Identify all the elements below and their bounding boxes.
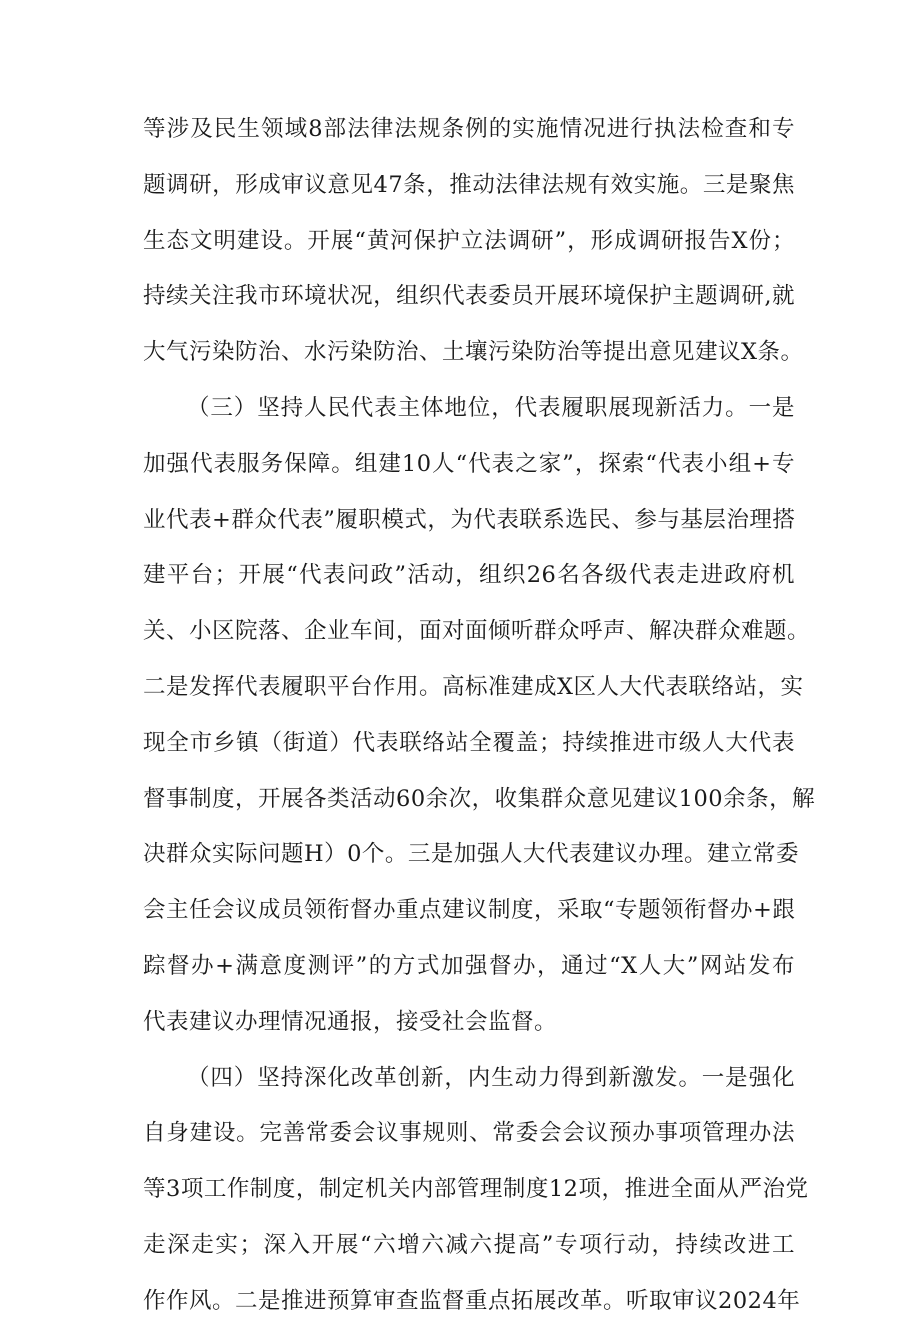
text-line: 大气污染防治、水污染防治、土壤污染防治等提出意见建议X条。: [143, 339, 804, 366]
text-line: 二是发挥代表履职平台作用。高标准建成X区人大代表联络站，实: [143, 673, 804, 700]
text-line: 加强代表服务保障。组建10人“代表之家”，探索“代表小组+专: [143, 450, 795, 477]
text-line: 题调研，形成审议意见47条，推动法律法规有效实施。三是聚焦: [143, 171, 795, 198]
text-line: 等涉及民生领域8部法律法规条例的实施情况进行执法检查和专: [143, 116, 795, 142]
text-line: 持续关注我市环境状况，组织代表委员开展环境保护主题调研,就: [143, 283, 795, 310]
text-line: 自身建设。完善常委会议事规则、常委会会议预办事项管理办法: [143, 1120, 795, 1147]
text-line: 会主任会议成员领衔督办重点建议制度，采取“专题领衔督办+跟: [143, 897, 796, 924]
section-heading-line: （四）坚持深化改革创新，内生动力得到新激发。一是强化: [187, 1064, 795, 1091]
text-line: 踪督办+满意度测评”的方式加强督办，通过“X人大”网站发布: [143, 952, 795, 979]
text-line: 代表建议办理情况通报，接受社会监督。: [143, 1008, 558, 1035]
text-line: 生态文明建设。开展“黄河保护立法调研”，形成调研报告X份；: [143, 227, 795, 254]
text-line: 作作风。二是推进预算审查监督重点拓展改革。听取审议2024年: [143, 1287, 801, 1314]
text-line: 建平台；开展“代表问政”活动，组织26名各级代表走进政府机: [143, 562, 795, 589]
text-line: 决群众实际问题H）0个。三是加强人大代表建议办理。建立常委: [143, 841, 799, 868]
text-line: 关、小区院落、企业车间，面对面倾听群众呼声、解决群众难题。: [143, 618, 811, 645]
text-line: 现全市乡镇（街道）代表联络站全覆盖；持续推进市级人大代表: [143, 729, 795, 756]
body-text: [143, 114, 816, 1342]
text-line: 走深走实；深入开展“六增六减六提高”专项行动，持续改进工: [143, 1231, 795, 1258]
text-line: 业代表+群众代表”履职模式，为代表联系选民、参与基层治理搭: [143, 506, 796, 533]
text-line: 等3项工作制度，制定机关内部管理制度12项，推进全面从严治党: [143, 1176, 809, 1203]
section-heading-line: （三）坚持人民代表主体地位，代表履职展现新活力。一是: [187, 394, 795, 421]
text-line: 督事制度，开展各类活动60余次，收集群众意见建议100余条，解: [143, 785, 816, 812]
